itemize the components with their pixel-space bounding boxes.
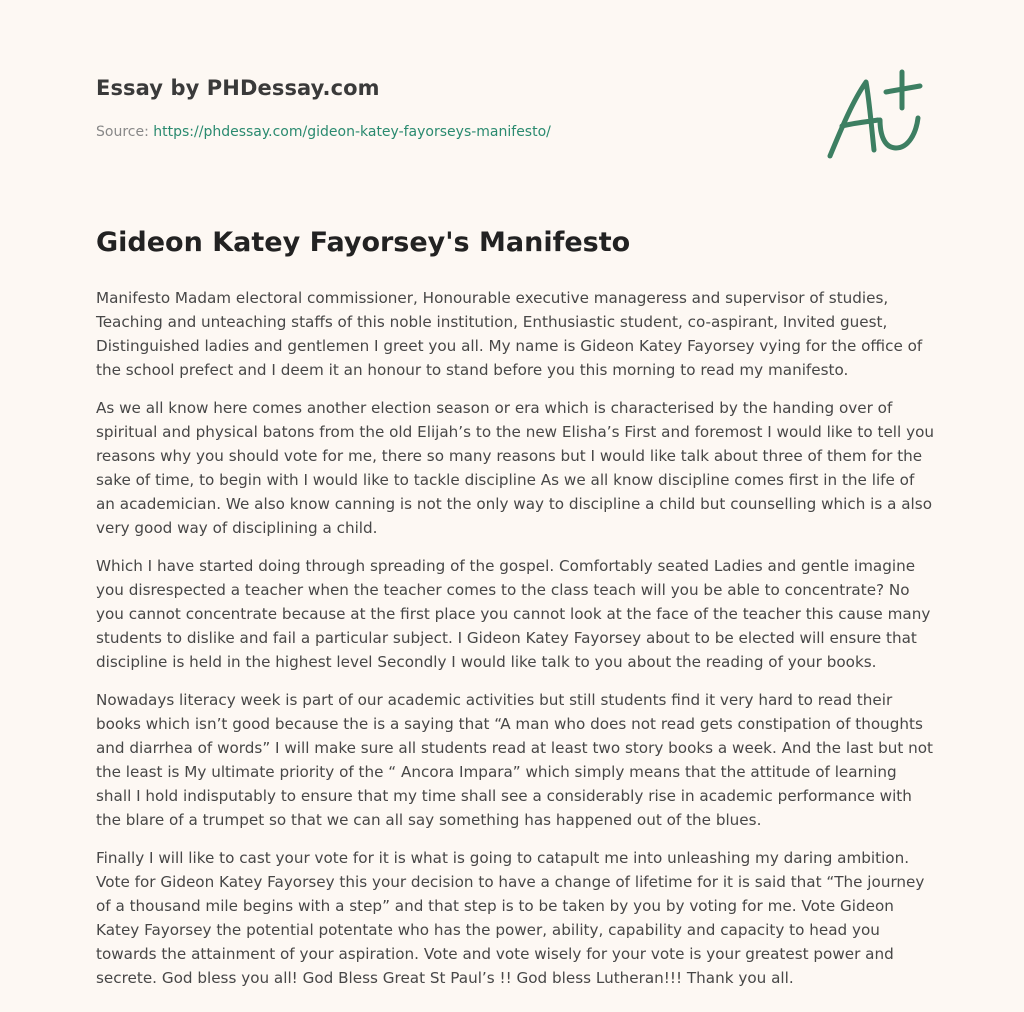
essay-body [96,286,936,1004]
page-header [96,76,796,140]
essay-paragraph: Manifesto Madam electoral commissioner, Honourable executive manageress and supervisor of studies, Teaching and unteaching staffs of this noble institution, Enthusiastic student, co-aspirant, Invited guest, Distinguished ladies and gentlemen I greet you all. My name is Gideon Katey Fayorsey vying for the office of the school prefect and I deem it an honour to stand before you this morning to read my manifesto. [96,289,923,379]
source-link[interactable]: https://phdessay.com/gideon-katey-fayorseys-manifesto/ [153,124,551,140]
essay-paragraph: Nowadays literacy week is part of our academic activities but still students find it very hard to read their books which isn’t good because the is a saying that “A man who does not read gets constipation of thoughts and diarrhea of words” I will make sure all students read at least two story books a week. And the last but not the least is My ultimate priority of the “ Ancora Impara” which simply means that the attitude of learning shall I hold indisputably to ensure that my time shall see a considerably rise in academic performance with the blare of a trumpet so that we can all say something has happened out of the blues. [96,691,933,829]
a-plus-logo-icon [822,68,926,164]
essay-paragraph: Finally I will like to cast your vote for it is what is going to catapult me into unleashing my daring ambition. Vote for Gideon Katey Fayorsey this your decision to have a change of lifetime for it is said that “The journey of a thousand mile begins with a step” and that step is to be taken by you by voting for me. Vote Gideon Katey Fayorsey the potential potentate who has the power, ability, capability and capacity to head you towards the attainment of your aspiration. Vote and vote wisely for your vote is your greatest power and secrete. God bless you all! God Bless Great St Paul’s !! God bless Lutheran!!! Thank you all. [96,849,925,987]
source-label: Source: [96,124,154,140]
essay-paragraph: Which I have started doing through spreading of the gospel. Comfortably seated Ladies and gentle imagine you disrespected a teacher when the teacher comes to the class teach will you be able to concentrate? No you cannot concentrate because at the first place you cannot look at the face of the teacher this cause many students to dislike and fail a particular subject. I Gideon Katey Fayorsey about to be elected will ensure that discipline is held in the highest level Secondly I would like talk to you about the reading of your books. [96,557,931,671]
brand-title: Essay by PHDessay.com [96,76,380,100]
essay-paragraph: As we all know here comes another election season or era which is characterised by the handing over of spiritual and physical batons from the old Elijah’s to the new Elisha’s First and foremost I would like to tell you reasons why you should vote for me, there so many reasons but I would like talk about three of them for the sake of time, to begin with I would like to tackle discipline As we all know discipline comes first in the life of an academician. We also know canning is not the only way to discipline a child but counselling which is a also very good way of disciplining a child. [96,399,934,537]
essay-title: Gideon Katey Fayorsey's Manifesto [96,227,631,258]
source-line [96,124,796,140]
